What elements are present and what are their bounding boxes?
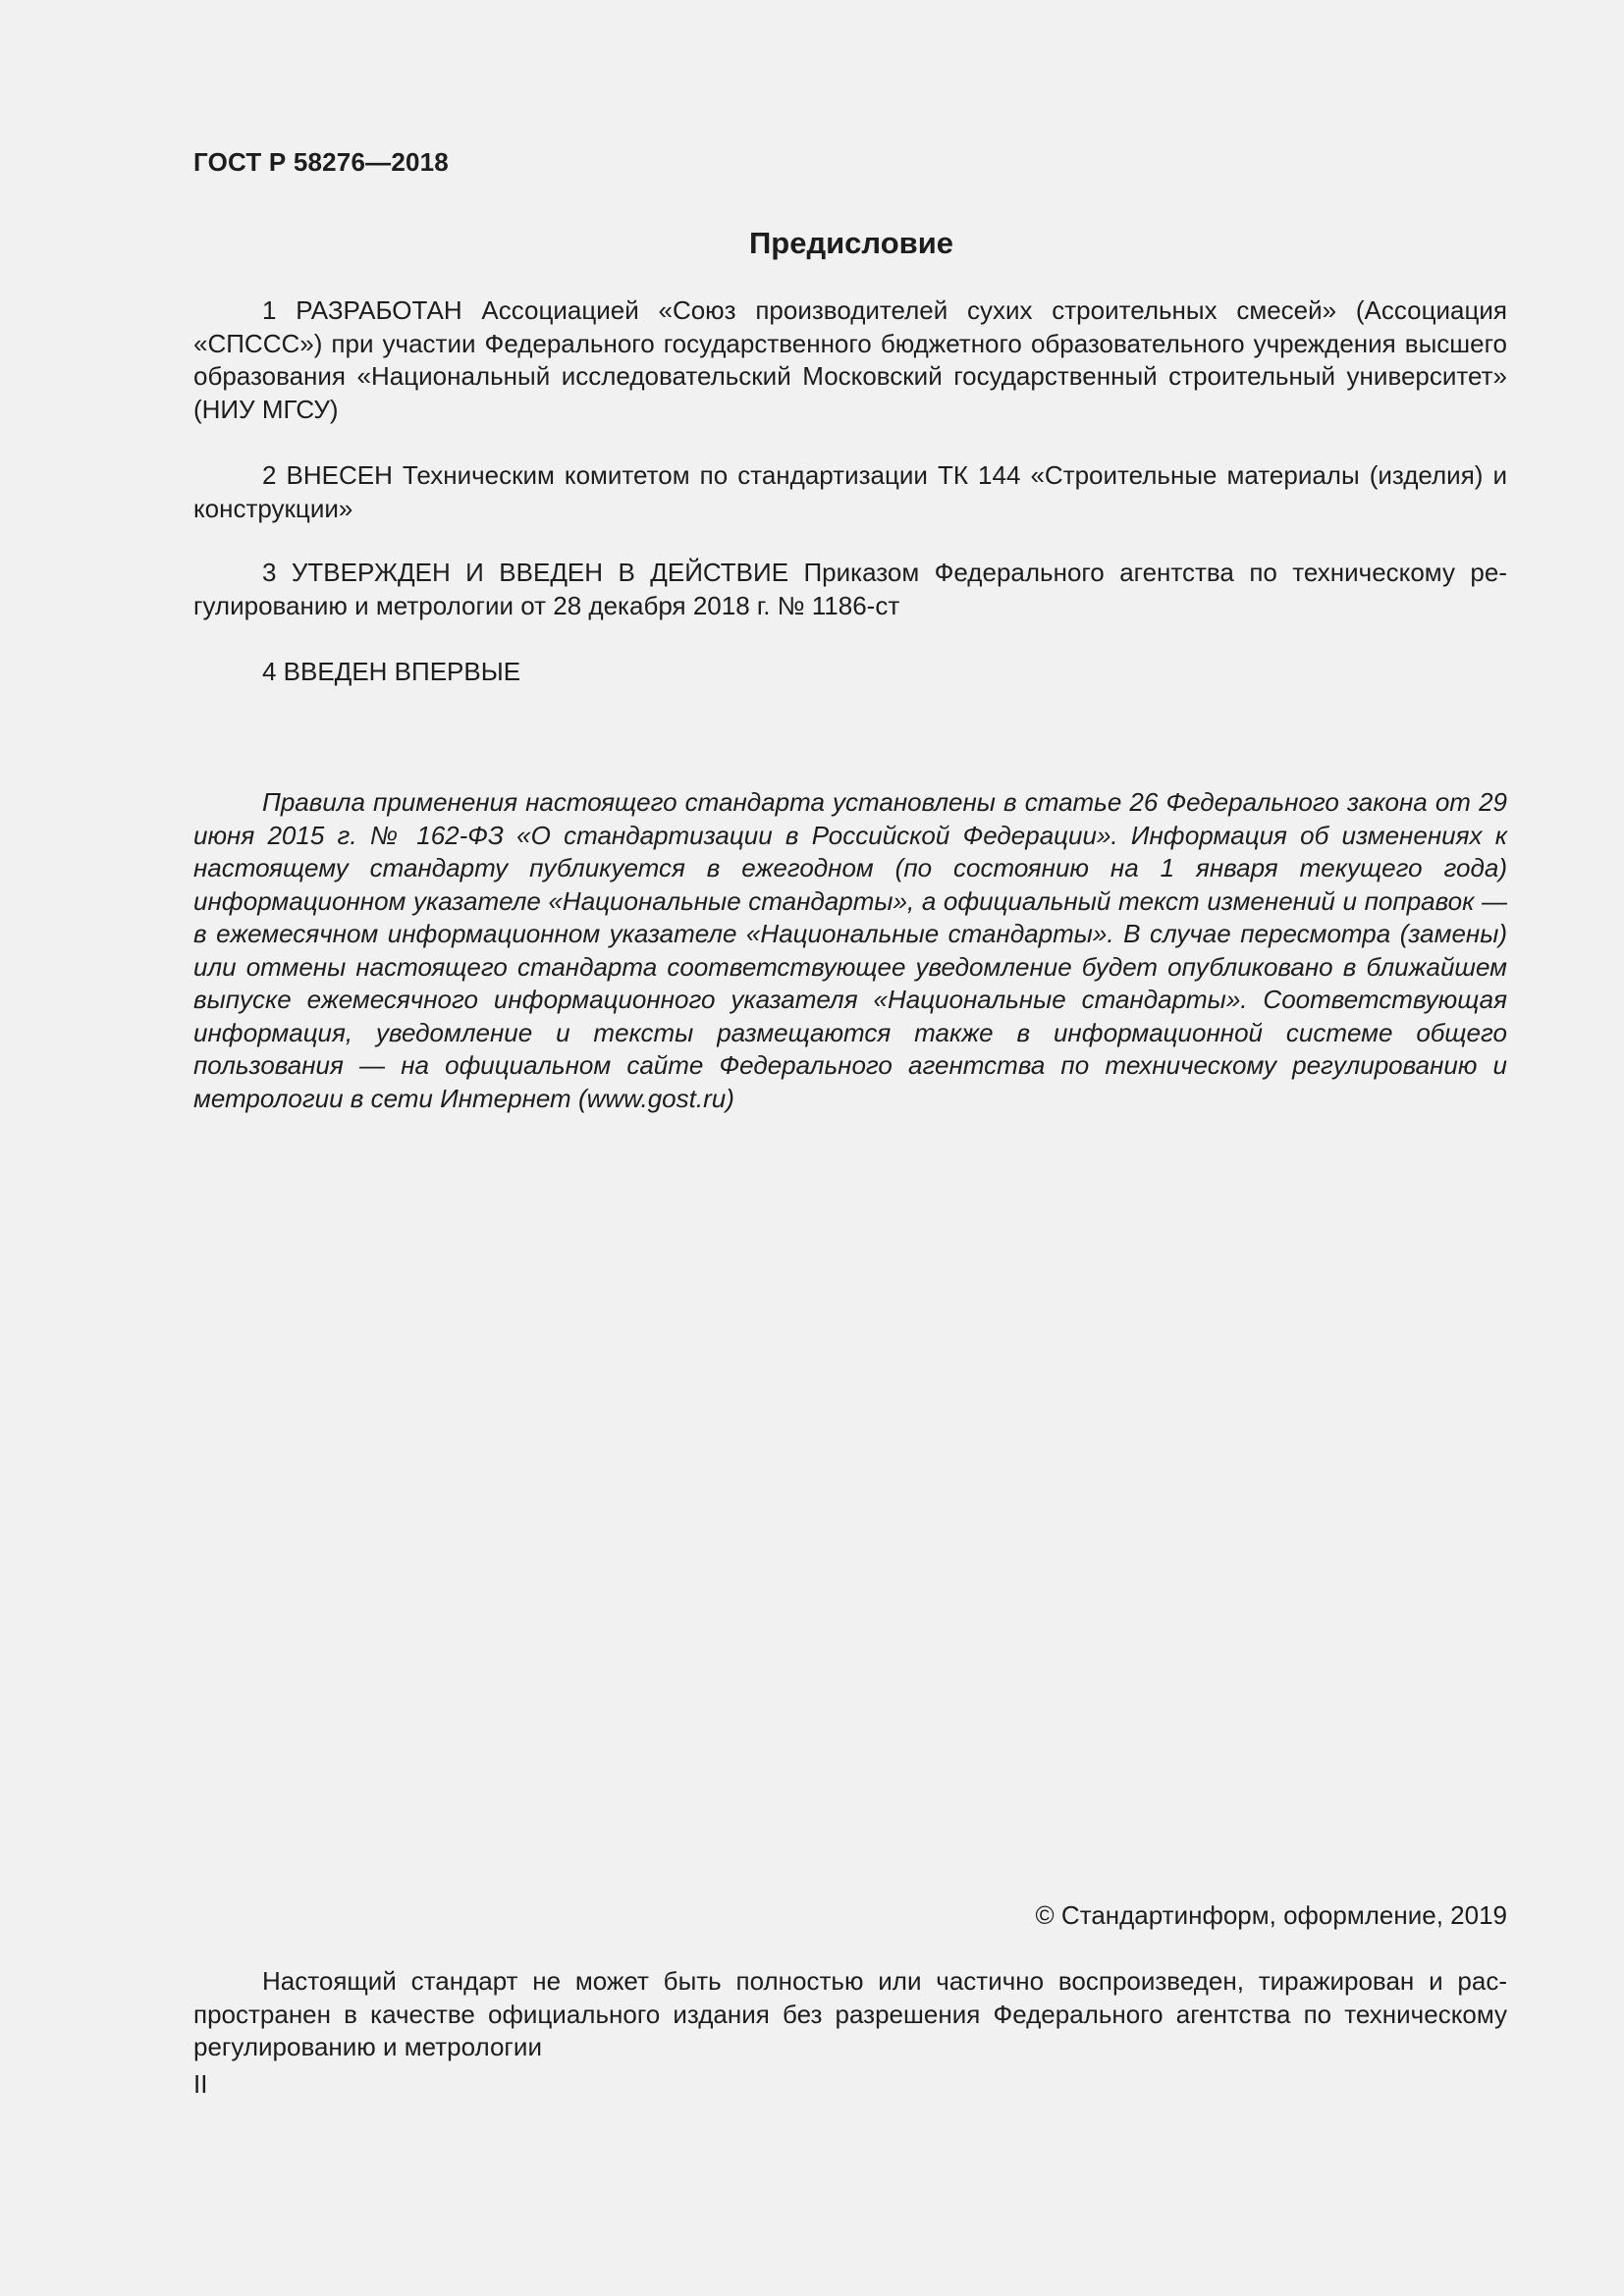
preface-item-approved: 3 УТВЕРЖДЕН И ВВЕДЕН В ДЕЙСТВИЕ Приказом Федерального агентства по техническому регулированию и метрологии от 28 декабря 2018 г. № 1186-ст	[193, 558, 1507, 620]
copyright-notice: © Стандартинформ, оформление, 2019	[1035, 1900, 1507, 1930]
page-number: II	[193, 2069, 208, 2099]
application-rules-paragraph: Правила применения настоящего стандарта установлены в статье 26 Федерального закона от 29 июня 2015 г. № 162-ФЗ «О стандартизации в Российской Федерации». Информация об изменениях к настоящему стандарту публикуется в ежегодном (по состоянию на 1 января текущего года) информационном указателе «Национальные стандарты», а официальный текст изменений и поправок — в ежемесячном информационном указателе «Национальные стандарты». В случае пересмотра (замены) или отмены настоящего стандарта соответствующее уведомление будет опубликовано в ближайшем выпуске ежемесячного информационного указателя «Национальные стандарты». Соответствующая информация, уведомление и тексты размещаются также в информационной системе общего пользования — на официальном сайте Федерального агентства по техническому регулированию и метрологии в сети Интернет (www.gost.ru)	[193, 787, 1507, 1113]
preface-item-first-introduced: 4 ВВЕДЕН ВПЕРВЫЕ	[262, 657, 521, 686]
preface-item-developed: 1 РАЗРАБОТАН Ассоциацией «Союз производителей сухих строительных смесей» (Ассоциация «СПССС») при участии Федерального государственного бюджетного образовательного учреждения высшего образования «Национальный исследовательский Московский государственный строительный университет» (НИУ МГСУ)	[193, 295, 1507, 424]
reproduction-notice: Настоящий стандарт не может быть полностью или частично воспроизведен, тиражирован и распространен в качестве официального издания без разрешения Федерального агентства по техническому регулированию и метрологии	[193, 1966, 1507, 2061]
document-code: ГОСТ Р 58276—2018	[193, 147, 449, 177]
preface-item-introduced: 2 ВНЕСЕН Техническим комитетом по стандартизации ТК 144 «Строительные материалы (изделия) и конструкции»	[193, 460, 1507, 523]
preface-title: Предисловие	[748, 226, 953, 260]
